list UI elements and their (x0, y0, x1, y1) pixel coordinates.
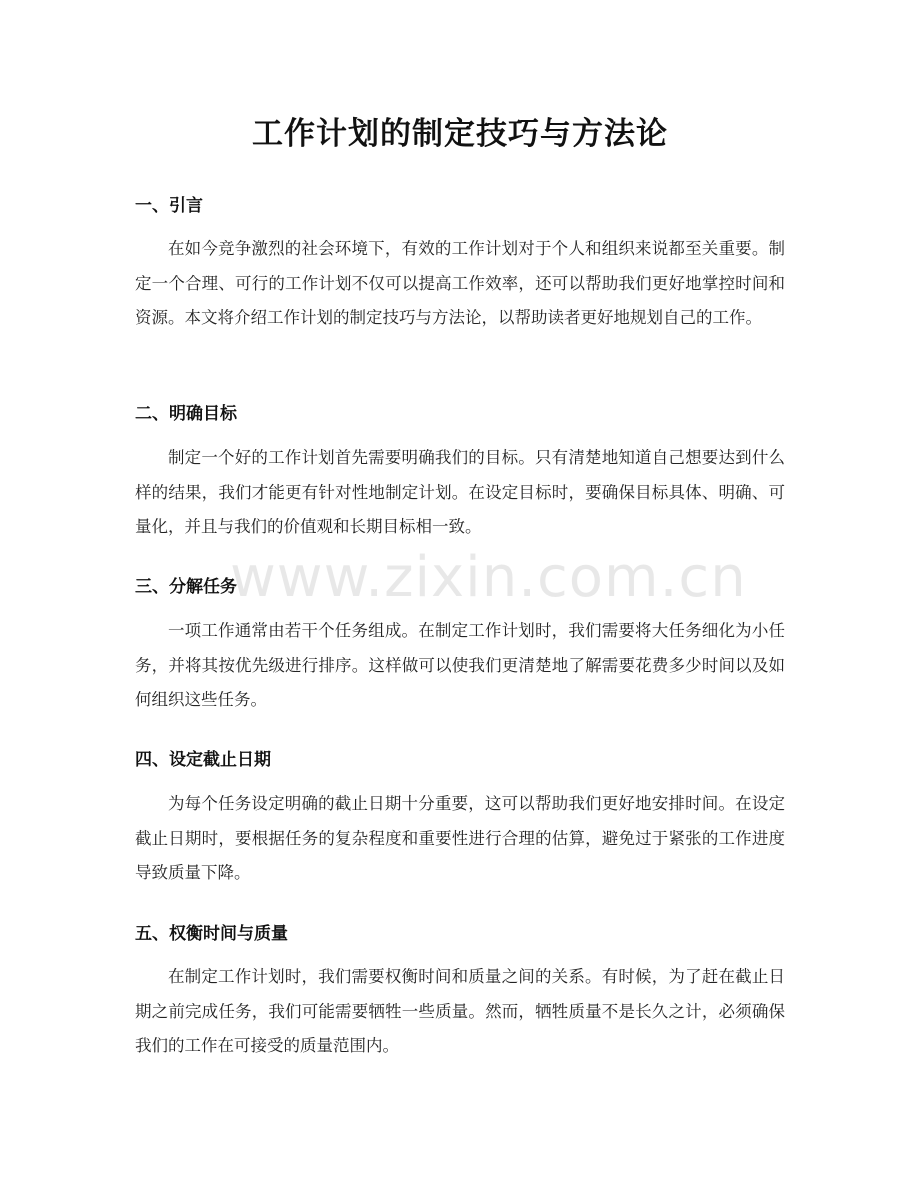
page-title: 工作计划的制定技巧与方法论 (252, 116, 668, 152)
section-heading-tasks: 三、分解任务 (135, 577, 237, 597)
section-paragraph-time-quality: 在制定工作计划时，我们需要权衡时间和质量之间的关系。有时候，为了赶在截止日期之前完成任务，我们可能需要牺牲一些质量。然而，牺牲质量不是长久之计，必须确保我们的工作在可接受的质量范围内。 (135, 967, 785, 1055)
section-paragraph-tasks: 一项工作通常由若干个任务组成。在制定工作计划时，我们需要将大任务细化为小任务，并将其按优先级进行排序。这样做可以使我们更清楚地了解需要花费多少时间以及如何组织这些任务。 (135, 621, 785, 709)
section-heading-intro: 一、引言 (135, 196, 203, 216)
section-heading-deadlines: 四、设定截止日期 (135, 750, 271, 770)
section-paragraph-intro: 在如今竞争激烈的社会环境下，有效的工作计划对于个人和组织来说都至关重要。制定一个合理、可行的工作计划不仅可以提高工作效率，还可以帮助我们更好地掌控时间和资源。本文将介绍工作计划的制定技巧与方法论，以帮助读者更好地规划自己的工作。 (135, 239, 785, 327)
watermark: www.zixin.com.cn (230, 545, 747, 610)
section-heading-time-quality: 五、权衡时间与质量 (135, 924, 288, 944)
section-paragraph-deadlines: 为每个任务设定明确的截止日期十分重要，这可以帮助我们更好地安排时间。在设定截止日期时，要根据任务的复杂程度和重要性进行合理的估算，避免过于紧张的工作进度导致质量下降。 (135, 794, 785, 882)
section-heading-goals: 二、明确目标 (135, 404, 237, 424)
section-paragraph-goals: 制定一个好的工作计划首先需要明确我们的目标。只有清楚地知道自己想要达到什么样的结果，我们才能更有针对性地制定计划。在设定目标时，要确保目标具体、明确、可量化，并且与我们的价值观和长期目标相一致。 (135, 448, 785, 536)
